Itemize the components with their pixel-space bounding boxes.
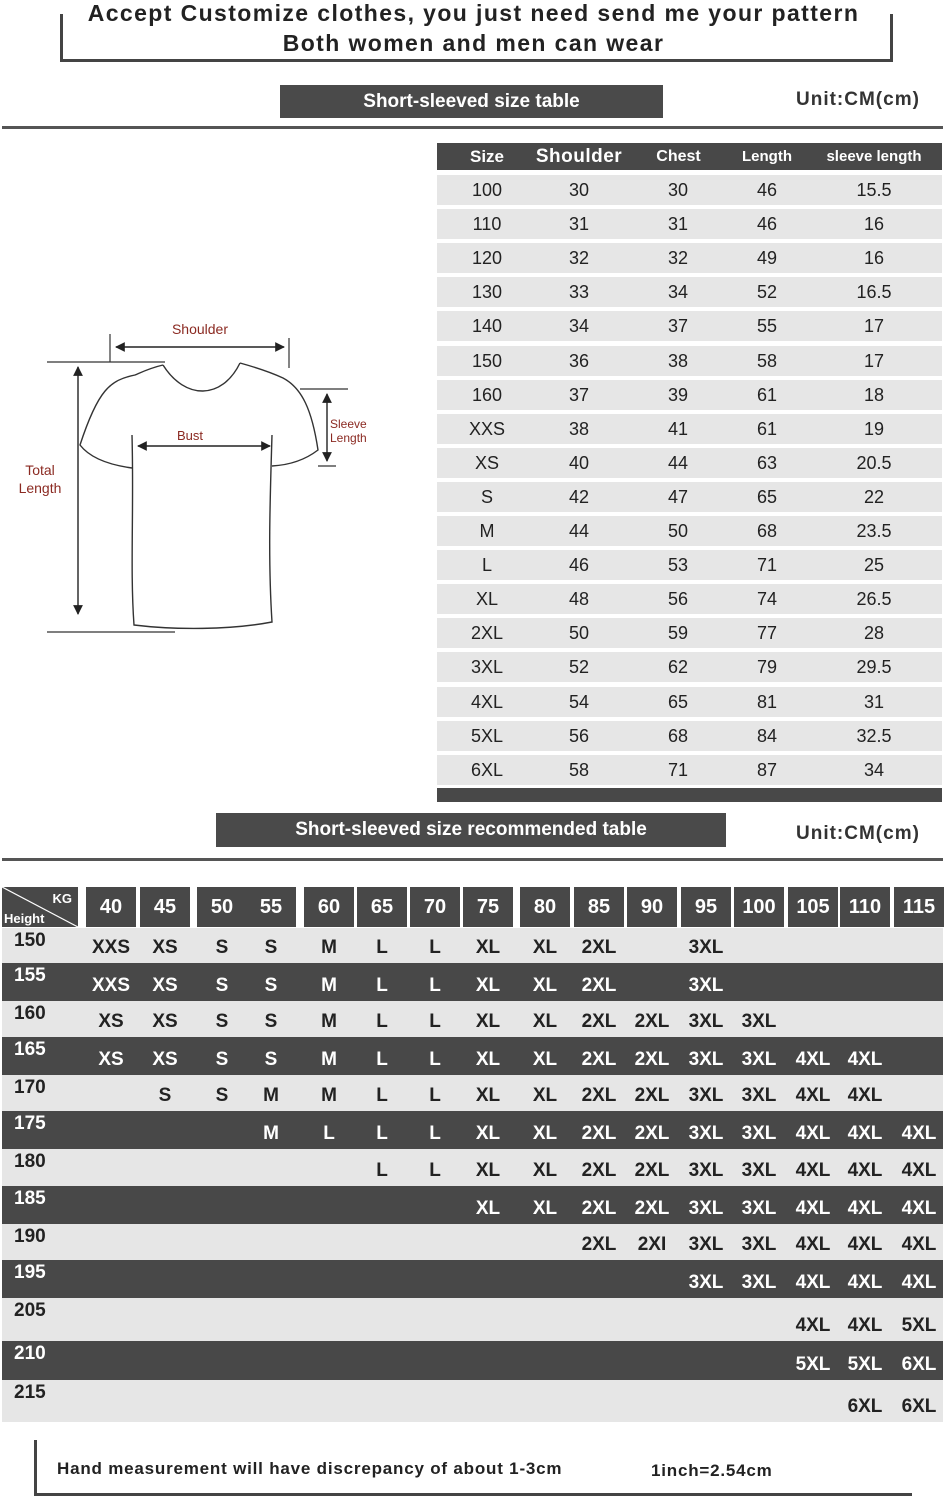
size-table-cell: 49	[756, 248, 778, 269]
size-table-cell: 31	[667, 214, 689, 235]
size-table-cell: 55	[756, 316, 778, 337]
size-table-cell: 15.5	[856, 180, 892, 200]
size-recommendation-cell: M	[321, 1049, 337, 1070]
size-recommendation-cell: 4XL	[795, 1315, 831, 1336]
size-recommendation-cell: 6XL	[901, 1396, 937, 1417]
size-table-cell: 71	[756, 555, 778, 576]
size-recommendation-cell: 2XL	[581, 1234, 617, 1255]
size-recommendation-cell: XL	[532, 1160, 558, 1181]
sleeve-label-line2: Length	[330, 431, 367, 445]
size-recommendation-cell: M	[321, 1011, 337, 1032]
size-table-cell: 38	[667, 350, 689, 371]
size-table-cell: 32	[667, 248, 689, 269]
recommend-row	[2, 1111, 943, 1149]
weight-header-cell: 70	[410, 887, 460, 927]
size-recommendation-cell: S	[215, 1085, 229, 1106]
size-recommendation-cell: 3XL	[741, 1085, 777, 1106]
size-table-cell: 58	[568, 759, 590, 780]
corner-kg-label: KG	[52, 891, 72, 906]
size-table-row	[437, 482, 942, 512]
size-recommendation-cell: 4XL	[847, 1049, 883, 1070]
height-cell: 210	[14, 1343, 46, 1364]
size-table-cell: 33	[568, 282, 590, 303]
size-recommendation-cell: XL	[532, 937, 558, 958]
size-recommendation-cell: XL	[532, 1011, 558, 1032]
size-recommendation-cell: 4XL	[901, 1198, 937, 1219]
recommend-row	[2, 1075, 943, 1111]
size-recommendation-cell: 4XL	[847, 1272, 883, 1293]
weight-header-cell: 90	[627, 887, 677, 927]
recommend-row	[2, 928, 943, 963]
height-cell: 180	[14, 1151, 46, 1172]
size-table-cell: 44	[667, 452, 689, 473]
size-table-row	[437, 652, 942, 682]
height-cell: 185	[14, 1188, 46, 1209]
col-length: Length	[742, 148, 792, 165]
size-table-cell: 77	[756, 623, 778, 644]
size-recommendation-cell: L	[376, 1085, 388, 1106]
size-recommendation-cell: XS	[98, 1011, 124, 1032]
size-recommendation-cell: XL	[475, 975, 501, 996]
size-recommendation-cell: 2XL	[581, 1160, 617, 1181]
size-table-cell: 130	[471, 282, 503, 303]
size-table-cell: 22	[863, 486, 885, 507]
size-recommendation-cell: 2XL	[634, 1123, 670, 1144]
height-cell: 195	[14, 1262, 46, 1283]
size-recommendation-cell: XXS	[91, 975, 131, 996]
size-recommendation-cell: 3XL	[741, 1234, 777, 1255]
size-recommendation-cell: XS	[152, 1049, 178, 1070]
size-recommendation-cell: 4XL	[795, 1049, 831, 1070]
size-table-row	[437, 721, 942, 751]
size-table-cell: 52	[568, 657, 590, 678]
size-recommendation-cell: S	[158, 1085, 172, 1106]
size-recommendation-cell: 5XL	[795, 1354, 831, 1375]
size-table-cell: 20.5	[856, 452, 892, 473]
size-table-row	[437, 755, 942, 785]
size-recommendation-cell: 4XL	[901, 1160, 937, 1181]
weight-header-cell: 40	[86, 887, 136, 927]
height-cell: 215	[14, 1382, 46, 1403]
size-recommendation-cell: 3XL	[688, 937, 724, 958]
size-table-cell: 32.5	[856, 725, 892, 746]
size-table-cell: 41	[667, 418, 689, 439]
size-recommendation-cell: 2XL	[634, 1049, 670, 1070]
size-recommendation-cell: 3XL	[741, 1198, 777, 1219]
size-recommendation-cell: L	[376, 1123, 388, 1144]
size-recommendation-cell: 3XL	[688, 975, 724, 996]
size-recommendation-cell: 2XL	[581, 1198, 617, 1219]
size-recommendation-cell: S	[215, 1011, 229, 1032]
size-recommendation-cell: 4XL	[795, 1123, 831, 1144]
size-recommendation-cell: XL	[475, 1123, 501, 1144]
sleeve-length-label	[330, 417, 378, 445]
size-table-row	[437, 209, 942, 239]
size-table-cell: 30	[568, 180, 590, 200]
size-table-cell: 46	[756, 214, 778, 235]
size-recommendation-cell: S	[215, 975, 229, 996]
size-table-cell: 37	[667, 316, 689, 337]
size-table-cell: 40	[568, 452, 590, 473]
size-recommendation-cell: 2XL	[634, 1160, 670, 1181]
recommend-row	[2, 1001, 943, 1037]
recommend-table-banner: Short-sleeved size recommended table	[216, 813, 726, 847]
size-table-cell: 87	[756, 759, 778, 780]
size-recommendation-cell: 3XL	[688, 1272, 724, 1293]
measurement-note: Hand measurement will have discrepancy of about 1-3cm	[57, 1459, 563, 1478]
size-recommendation-cell: S	[264, 975, 278, 996]
size-recommendation-cell: M	[263, 1085, 279, 1106]
size-recommendation-cell: L	[376, 1160, 388, 1181]
size-table-cell: 31	[568, 214, 590, 235]
col-shoulder: Shoulder	[535, 146, 623, 167]
size-recommendation-cell: XS	[98, 1049, 124, 1070]
size-table-cell: 150	[471, 350, 503, 371]
size-table-cell: 23.5	[856, 521, 892, 541]
size-table-cell: 4XL	[470, 691, 504, 712]
weight-header-cell: 75	[463, 887, 513, 927]
weight-header-cell: 45	[140, 887, 190, 927]
weight-header-cell: 65	[357, 887, 407, 927]
size-table-cell: 65	[756, 486, 778, 507]
size-recommendation-cell: M	[263, 1123, 279, 1144]
size-recommendation-cell: XL	[475, 1085, 501, 1106]
recommend-row	[2, 1298, 943, 1341]
size-recommendation-cell: 5XL	[847, 1354, 883, 1375]
size-table-cell: 18	[863, 384, 885, 405]
size-table-cell: 48	[568, 589, 590, 610]
size-recommendation-cell: L	[323, 1123, 335, 1144]
size-recommendation-cell: 4XL	[847, 1160, 883, 1181]
size-table-cell: 36	[568, 350, 590, 371]
size-table-cell: 30	[667, 180, 689, 200]
size-recommendation-cell: L	[376, 1011, 388, 1032]
size-recommendation-cell: 4XL	[901, 1272, 937, 1293]
size-table-cell: 61	[756, 384, 778, 405]
size-recommendation-cell: 3XL	[741, 1011, 777, 1032]
size-table-cell: XL	[475, 589, 499, 610]
size-table-cell: 53	[667, 555, 689, 576]
size-recommendation-cell: L	[376, 1049, 388, 1070]
size-table-cell: 3XL	[470, 657, 504, 678]
size-recommendation-cell: 6XL	[847, 1396, 883, 1417]
size-table-cell: 32	[568, 248, 590, 269]
size-table-row	[437, 175, 942, 205]
height-cell: 170	[14, 1077, 46, 1098]
size-recommendation-cell: 4XL	[847, 1198, 883, 1219]
size-table-cell: 84	[756, 725, 778, 746]
size-table-row	[437, 516, 942, 546]
size-table-cell: 120	[471, 248, 503, 269]
recommend-row	[2, 1341, 943, 1380]
size-table-cell: 29.5	[856, 657, 892, 678]
height-cell: 150	[14, 930, 46, 951]
size-table-cell: 44	[568, 521, 590, 541]
size-recommendation-cell: 2XL	[581, 937, 617, 958]
size-recommendation-cell: XS	[152, 975, 178, 996]
recommend-row	[2, 1224, 943, 1260]
size-table-row	[437, 448, 942, 478]
size-recommendation-cell: L	[429, 1160, 441, 1181]
size-recommendation-cell: 2XL	[581, 975, 617, 996]
size-recommendation-cell: 2XL	[634, 1198, 670, 1219]
size-table-row	[437, 277, 942, 307]
size-recommendation-cell: XXS	[91, 937, 131, 958]
recommend-row	[2, 1037, 943, 1075]
recommend-table-unit: Unit:CM(cm)	[796, 823, 920, 844]
size-table-row	[437, 414, 942, 444]
size-table-cell: 71	[667, 759, 689, 780]
weight-header-cell: 115	[894, 887, 944, 927]
divider	[2, 858, 943, 861]
size-recommendation-cell: M	[321, 1085, 337, 1106]
size-recommendation-cell: 4XL	[795, 1085, 831, 1106]
size-recommendation-cell: 4XL	[847, 1315, 883, 1336]
size-recommendation-cell: 2XL	[581, 1011, 617, 1032]
size-recommendation-cell: XL	[532, 1049, 558, 1070]
size-recommendation-cell: 3XL	[688, 1049, 724, 1070]
size-table-cell: 63	[756, 452, 778, 473]
size-table-row	[437, 311, 942, 341]
size-table-cell: 68	[667, 725, 689, 746]
header-subtitle: Both women and men can wear	[282, 30, 665, 56]
size-recommendation-cell: S	[264, 937, 278, 958]
col-chest: Chest	[656, 148, 701, 165]
size-recommendation-cell: M	[321, 975, 337, 996]
size-recommendation-cell: XL	[532, 1085, 558, 1106]
height-cell: 190	[14, 1226, 46, 1247]
weight-header-cell: 80	[520, 887, 570, 927]
size-recommendation-cell: XL	[475, 1198, 501, 1219]
header-title: Accept Customize clothes, you just need send me your pattern	[87, 0, 860, 26]
size-table-cell: 59	[667, 623, 689, 644]
recommend-row	[2, 1186, 943, 1224]
size-table-cell: 81	[756, 691, 778, 712]
size-table-cell: 110	[472, 214, 502, 235]
size-recommendation-cell: 3XL	[688, 1160, 724, 1181]
weight-header-cell: 60	[304, 887, 354, 927]
recommend-row	[2, 1149, 943, 1186]
size-table-cell: 16	[863, 214, 885, 235]
size-table-cell: 16	[863, 248, 885, 269]
size-table-row	[437, 550, 942, 580]
size-table-cell: L	[481, 555, 492, 576]
size-table-row	[437, 584, 942, 614]
size-table-cell: M	[479, 521, 495, 541]
size-table-cell: 26.5	[856, 589, 892, 610]
size-recommendation-cell: S	[215, 937, 229, 958]
size-table-cell: XXS	[468, 418, 506, 439]
size-table-cell: 54	[568, 691, 590, 712]
size-table-cell: 74	[756, 589, 778, 610]
weight-header-cell: 55	[246, 887, 296, 927]
size-recommendation-cell: L	[429, 975, 441, 996]
weight-header-cell: 85	[574, 887, 624, 927]
size-table-footer-bar	[437, 788, 942, 802]
size-recommendation-cell: XL	[532, 1198, 558, 1219]
size-table-cell: 56	[667, 589, 689, 610]
size-recommendation-cell: 4XL	[847, 1123, 883, 1144]
size-table-cell: 79	[756, 657, 778, 678]
size-table-cell: 160	[471, 384, 503, 405]
size-table-cell: 50	[568, 623, 590, 644]
size-recommendation-cell: XL	[475, 1160, 501, 1181]
size-table-cell: XS	[474, 452, 499, 473]
size-recommendation-cell: 2XL	[581, 1123, 617, 1144]
size-recommendation-cell: 4XL	[795, 1160, 831, 1181]
size-table-row	[437, 243, 942, 273]
size-table-cell: 65	[667, 691, 689, 712]
size-recommendation-cell: L	[376, 937, 388, 958]
size-table-cell: 19	[863, 418, 885, 439]
size-recommendation-cell: 3XL	[741, 1049, 777, 1070]
size-recommendation-cell: 2XL	[581, 1049, 617, 1070]
size-recommendation-cell: 4XL	[847, 1234, 883, 1255]
size-recommendation-cell: 4XL	[795, 1272, 831, 1293]
height-cell: 205	[14, 1300, 46, 1321]
height-cell: 175	[14, 1113, 46, 1134]
size-table-cell: 28	[863, 623, 885, 644]
size-table-cell: 46	[756, 180, 778, 200]
size-recommendation-cell: M	[321, 937, 337, 958]
size-recommendation-cell: 4XL	[901, 1123, 937, 1144]
corner-height-label: Height	[4, 911, 45, 926]
size-table-cell: 17	[863, 350, 885, 371]
size-recommendation-cell: 3XL	[688, 1085, 724, 1106]
size-recommendation-cell: L	[429, 1049, 441, 1070]
size-table-unit: Unit:CM(cm)	[796, 89, 920, 110]
size-recommendation-cell: 3XL	[741, 1123, 777, 1144]
sleeve-label-line1: Sleeve	[330, 417, 367, 431]
size-recommendation-cell: 3XL	[688, 1234, 724, 1255]
weight-header-cell: 110	[840, 887, 890, 927]
size-recommendation-cell: 4XL	[847, 1085, 883, 1106]
size-table-cell: 6XL	[470, 759, 504, 780]
recommend-row	[2, 1380, 943, 1422]
col-size: Size	[469, 147, 505, 166]
size-table-banner: Short-sleeved size table	[280, 85, 663, 118]
size-recommendation-cell: 2XL	[634, 1085, 670, 1106]
size-recommendation-cell: L	[429, 1123, 441, 1144]
total-label-line2: Length	[18, 480, 62, 496]
size-recommendation-cell: XL	[475, 937, 501, 958]
height-cell: 155	[14, 965, 46, 986]
size-recommendation-cell: XS	[152, 937, 178, 958]
size-table-cell: S	[480, 486, 493, 507]
size-table-cell: 100	[471, 180, 503, 200]
size-recommendation-cell: L	[429, 1011, 441, 1032]
divider	[2, 126, 943, 129]
tshirt-outline	[80, 363, 318, 628]
total-length-label	[8, 461, 72, 497]
size-table-cell: 31	[863, 691, 885, 712]
size-recommendation-cell: XL	[475, 1011, 501, 1032]
size-recommendation-cell: 3XL	[741, 1160, 777, 1181]
col-sleeve-length: sleeve length	[826, 148, 922, 165]
size-recommendation-cell: 3XL	[688, 1123, 724, 1144]
size-table-cell: 34	[568, 316, 590, 337]
size-table-row	[437, 380, 942, 410]
size-recommendation-cell: 5XL	[901, 1315, 937, 1336]
recommend-row	[2, 1260, 943, 1298]
size-table-cell: 37	[568, 384, 590, 405]
size-recommendation-cell: 4XL	[901, 1234, 937, 1255]
size-table-cell: 46	[568, 555, 590, 576]
size-recommendation-cell: XS	[152, 1011, 178, 1032]
table-corner-cell	[2, 887, 78, 927]
size-table-cell: 5XL	[470, 725, 504, 746]
weight-header-cell: 95	[681, 887, 731, 927]
height-cell: 165	[14, 1039, 46, 1060]
size-recommendation-cell: S	[264, 1011, 278, 1032]
size-table-cell: 16.5	[856, 282, 892, 303]
size-recommendation-cell: 4XL	[795, 1234, 831, 1255]
size-recommendation-cell: XL	[532, 975, 558, 996]
size-table-cell: 34	[667, 282, 689, 303]
size-table-cell: 34	[863, 759, 885, 780]
weight-header-cell: 105	[788, 887, 838, 927]
size-table-cell: 2XL	[470, 623, 504, 644]
size-recommendation-cell: 2XL	[581, 1085, 617, 1106]
size-recommendation-cell: 6XL	[901, 1354, 937, 1375]
size-table-cell: 47	[667, 486, 689, 507]
size-table-cell: 140	[471, 316, 503, 337]
weight-header-cell: 100	[734, 887, 784, 927]
size-recommendation-cell: 3XL	[741, 1272, 777, 1293]
bust-label: Bust	[176, 428, 203, 443]
size-recommendation-cell: L	[429, 937, 441, 958]
size-table-row	[437, 346, 942, 376]
size-recommendation-cell: L	[376, 975, 388, 996]
size-table-header	[437, 143, 942, 170]
size-table-cell: 56	[568, 725, 590, 746]
size-recommendation-cell: S	[215, 1049, 229, 1070]
size-table-row	[437, 687, 942, 717]
total-label-line1: Total	[25, 462, 55, 478]
shoulder-label: Shoulder	[171, 321, 229, 337]
weight-header-cell: 50	[197, 887, 247, 927]
size-table-row	[437, 618, 942, 648]
size-table-cell: 58	[756, 350, 778, 371]
size-recommendation-cell: 2XL	[634, 1011, 670, 1032]
size-table-cell: 52	[756, 282, 778, 303]
size-recommendation-cell: 3XL	[688, 1011, 724, 1032]
size-recommendation-cell: 2XI	[637, 1234, 667, 1255]
size-recommendation-cell: 3XL	[688, 1198, 724, 1219]
size-recommendation-cell: 4XL	[795, 1198, 831, 1219]
inch-conversion: 1inch=2.54cm	[651, 1461, 773, 1480]
size-table-cell: 50	[667, 521, 689, 541]
size-recommendation-cell: XL	[532, 1123, 558, 1144]
height-cell: 160	[14, 1003, 46, 1024]
size-table-cell: 39	[667, 384, 689, 405]
size-table-cell: 62	[667, 657, 689, 678]
size-recommendation-cell: L	[429, 1085, 441, 1106]
size-table-cell: 38	[568, 418, 590, 439]
size-recommendation-cell: S	[264, 1049, 278, 1070]
size-table-cell: 61	[756, 418, 778, 439]
recommend-row	[2, 963, 943, 1001]
size-table-cell: 17	[863, 316, 885, 337]
size-table-cell: 68	[756, 521, 778, 541]
size-table-cell: 42	[568, 486, 590, 507]
size-table-cell: 25	[863, 555, 885, 576]
size-recommendation-cell: XL	[475, 1049, 501, 1070]
